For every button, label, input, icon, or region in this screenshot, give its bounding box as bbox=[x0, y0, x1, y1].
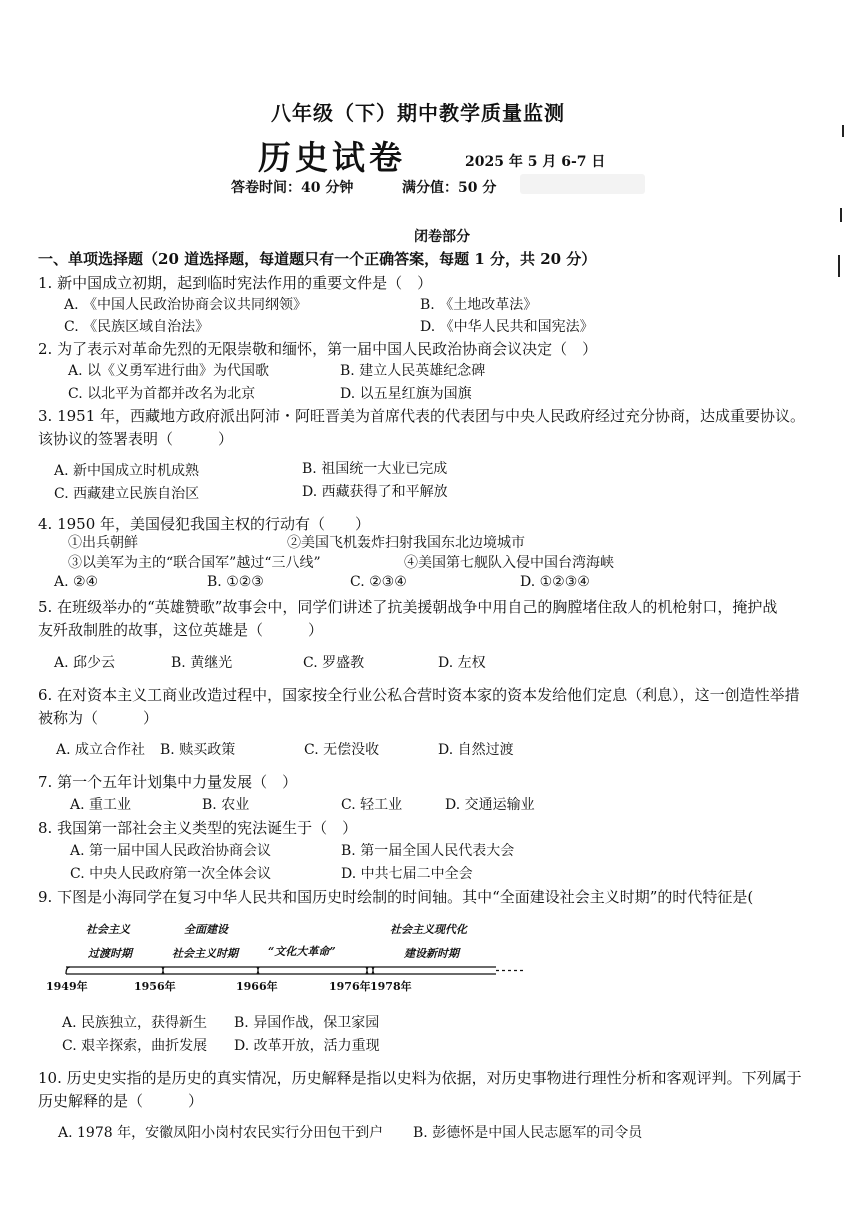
q5-option-c: C. 罗盛教 bbox=[303, 655, 365, 671]
timeline-period-4-line2: 建设新时期 bbox=[404, 947, 459, 960]
q4-item-4: ④美国第七舰队入侵中国台湾海峡 bbox=[404, 555, 614, 571]
redaction-smudge bbox=[520, 174, 645, 194]
q4-stem: 4. 1950 年，美国侵犯我国主权的行动有（ ） bbox=[38, 515, 371, 533]
section-title: 闭卷部分 bbox=[414, 229, 470, 245]
q1-stem: 1. 新中国成立初期，起到临时宪法作用的重要文件是（ ） bbox=[38, 274, 433, 292]
q10-stem-line1: 10. 历史史实指的是历史的真实情况，历史解释是指以史料为依据，对历史事物进行理性分析和客观评判。下列属于 bbox=[38, 1069, 802, 1087]
q7-stem: 7. 第一个五年计划集中力量发展（ ） bbox=[38, 773, 298, 791]
q5-stem-line1: 5. 在班级举办的“英雄赞歌”故事会中，同学们讲述了抗美援朝战争中用自己的胸膛堵住敌人的机枪射口，掩护战 bbox=[38, 598, 778, 616]
q3-stem-line1: 3. 1951 年，西藏地方政府派出阿沛・阿旺晋美为首席代表的代表团与中央人民政府经过充分协商，达成重要协议。 bbox=[38, 407, 806, 425]
timeline-year-1976: 1976年 bbox=[329, 980, 371, 993]
q6-option-b: B. 赎买政策 bbox=[160, 742, 236, 758]
q5-option-d: D. 左权 bbox=[438, 655, 486, 671]
q6-option-c: C. 无偿没收 bbox=[304, 742, 380, 758]
q2-option-a: A. 以《义勇军进行曲》为代国歌 bbox=[68, 363, 270, 379]
q8-option-a: A. 第一届中国人民政治协商会议 bbox=[70, 843, 272, 859]
q8-stem: 8. 我国第一部社会主义类型的宪法诞生于（ ） bbox=[38, 819, 358, 837]
timeline-year-1949: 1949年 bbox=[46, 980, 88, 993]
exam-header-title: 八年级（下）期中教学质量监测 bbox=[271, 101, 565, 125]
q6-stem-line2: 被称为（ ） bbox=[38, 709, 159, 727]
q9-option-b: B. 异国作战，保卫家园 bbox=[234, 1015, 380, 1031]
q6-stem-line1: 6. 在对资本主义工商业改造过程中，国家按全行业公私合营时资本家的资本发给他们定息（利息），这一创造性举措 bbox=[38, 686, 800, 704]
q1-option-a: A. 《中国人民政治协商会议共同纲领》 bbox=[64, 297, 308, 313]
q4-option-c: C. ②③④ bbox=[350, 574, 407, 590]
q4-item-1: ①出兵朝鲜 bbox=[68, 535, 138, 551]
q3-option-b: B. 祖国统一大业已完成 bbox=[302, 461, 448, 477]
timeline-axis bbox=[44, 915, 534, 995]
q9-option-c: C. 艰辛探索，曲折发展 bbox=[62, 1038, 208, 1054]
q8-option-d: D. 中共七届二中全会 bbox=[341, 866, 473, 882]
scan-edge-mark bbox=[838, 255, 840, 277]
q4-option-a: A. ②④ bbox=[54, 574, 99, 590]
timeline-period-1-line2: 过渡时期 bbox=[88, 947, 132, 960]
part-one-heading: 一、单项选择题（20 道选择题，每道题只有一个正确答案，每题 1 分，共 20 分） bbox=[38, 250, 597, 268]
q1-option-c: C. 《民族区域自治法》 bbox=[64, 319, 210, 335]
scan-edge-mark bbox=[840, 208, 842, 222]
subject-title: 历史试卷 bbox=[258, 138, 406, 177]
q10-option-b: B. 彭德怀是中国人民志愿军的司令员 bbox=[413, 1125, 643, 1141]
q10-stem-line2: 历史解释的是（ ） bbox=[38, 1092, 204, 1110]
q9-stem: 9. 下图是小海同学在复习中华人民共和国历史时绘制的时间轴。其中“全面建设社会主义时期”的时代特征是( bbox=[38, 888, 754, 906]
q8-option-c: C. 中央人民政府第一次全体会议 bbox=[70, 866, 272, 882]
timeline-period-2-line2: 社会主义时期 bbox=[172, 947, 238, 960]
q8-option-b: B. 第一届全国人民代表大会 bbox=[341, 843, 515, 859]
q5-option-a: A. 邱少云 bbox=[54, 655, 116, 671]
q1-option-d: D. 《中华人民共和国宪法》 bbox=[420, 319, 594, 335]
timeline-year-1956: 1956年 bbox=[134, 980, 176, 993]
q9-option-d: D. 改革开放，活力重现 bbox=[234, 1038, 380, 1054]
q4-item-2: ②美国飞机轰炸扫射我国东北边境城市 bbox=[287, 535, 525, 551]
q6-option-a: A. 成立合作社 bbox=[56, 742, 146, 758]
q7-option-b: B. 农业 bbox=[202, 797, 250, 813]
scan-edge-mark bbox=[842, 125, 844, 137]
q1-option-b: B. 《土地改革法》 bbox=[420, 297, 538, 313]
q3-stem-line2: 该协议的签署表明（ ） bbox=[38, 430, 234, 448]
q6-option-d: D. 自然过渡 bbox=[438, 742, 514, 758]
timeline-period-2-line1: 全面建设 bbox=[184, 923, 228, 936]
q2-stem: 2. 为了表示对革命先烈的无限崇敬和缅怀，第一届中国人民政治协商会议决定（ ） bbox=[38, 340, 598, 358]
q7-option-c: C. 轻工业 bbox=[341, 797, 403, 813]
timeline-period-3-line2: “文化大革命” bbox=[268, 945, 336, 958]
q2-option-d: D. 以五星红旗为国旗 bbox=[340, 386, 472, 402]
timeline-period-4-line1: 社会主义现代化 bbox=[390, 923, 467, 936]
q7-option-a: A. 重工业 bbox=[70, 797, 132, 813]
q4-option-d: D. ①②③④ bbox=[520, 574, 590, 590]
q9-option-a: A. 民族独立，获得新生 bbox=[62, 1015, 208, 1031]
timeline-figure bbox=[44, 915, 534, 995]
q2-option-c: C. 以北平为首都并改名为北京 bbox=[68, 386, 256, 402]
q4-option-b: B. ①②③ bbox=[207, 574, 264, 590]
time-limit: 答卷时间：40 分钟 bbox=[231, 180, 354, 196]
q10-option-a: A. 1978 年，安徽凤阳小岗村农民实行分田包干到户 bbox=[58, 1125, 384, 1141]
q4-item-3: ③以美军为主的“联合国军”越过“三八线” bbox=[68, 555, 321, 571]
q3-option-a: A. 新中国成立时机成熟 bbox=[54, 463, 200, 479]
timeline-year-1978: 1978年 bbox=[370, 980, 412, 993]
timeline-period-1-line1: 社会主义 bbox=[86, 923, 130, 936]
q3-option-c: C. 西藏建立民族自治区 bbox=[54, 486, 200, 502]
q7-option-d: D. 交通运输业 bbox=[445, 797, 535, 813]
full-score: 满分值：50 分 bbox=[402, 180, 497, 196]
q5-option-b: B. 黄继光 bbox=[171, 655, 233, 671]
q5-stem-line2: 友歼敌制胜的故事，这位英雄是（ ） bbox=[38, 621, 324, 639]
q3-option-d: D. 西藏获得了和平解放 bbox=[302, 484, 448, 500]
timeline-year-1966: 1966年 bbox=[236, 980, 278, 993]
q2-option-b: B. 建立人民英雄纪念碑 bbox=[340, 363, 486, 379]
exam-date: 2025 年 5 月 6-7 日 bbox=[465, 154, 606, 170]
